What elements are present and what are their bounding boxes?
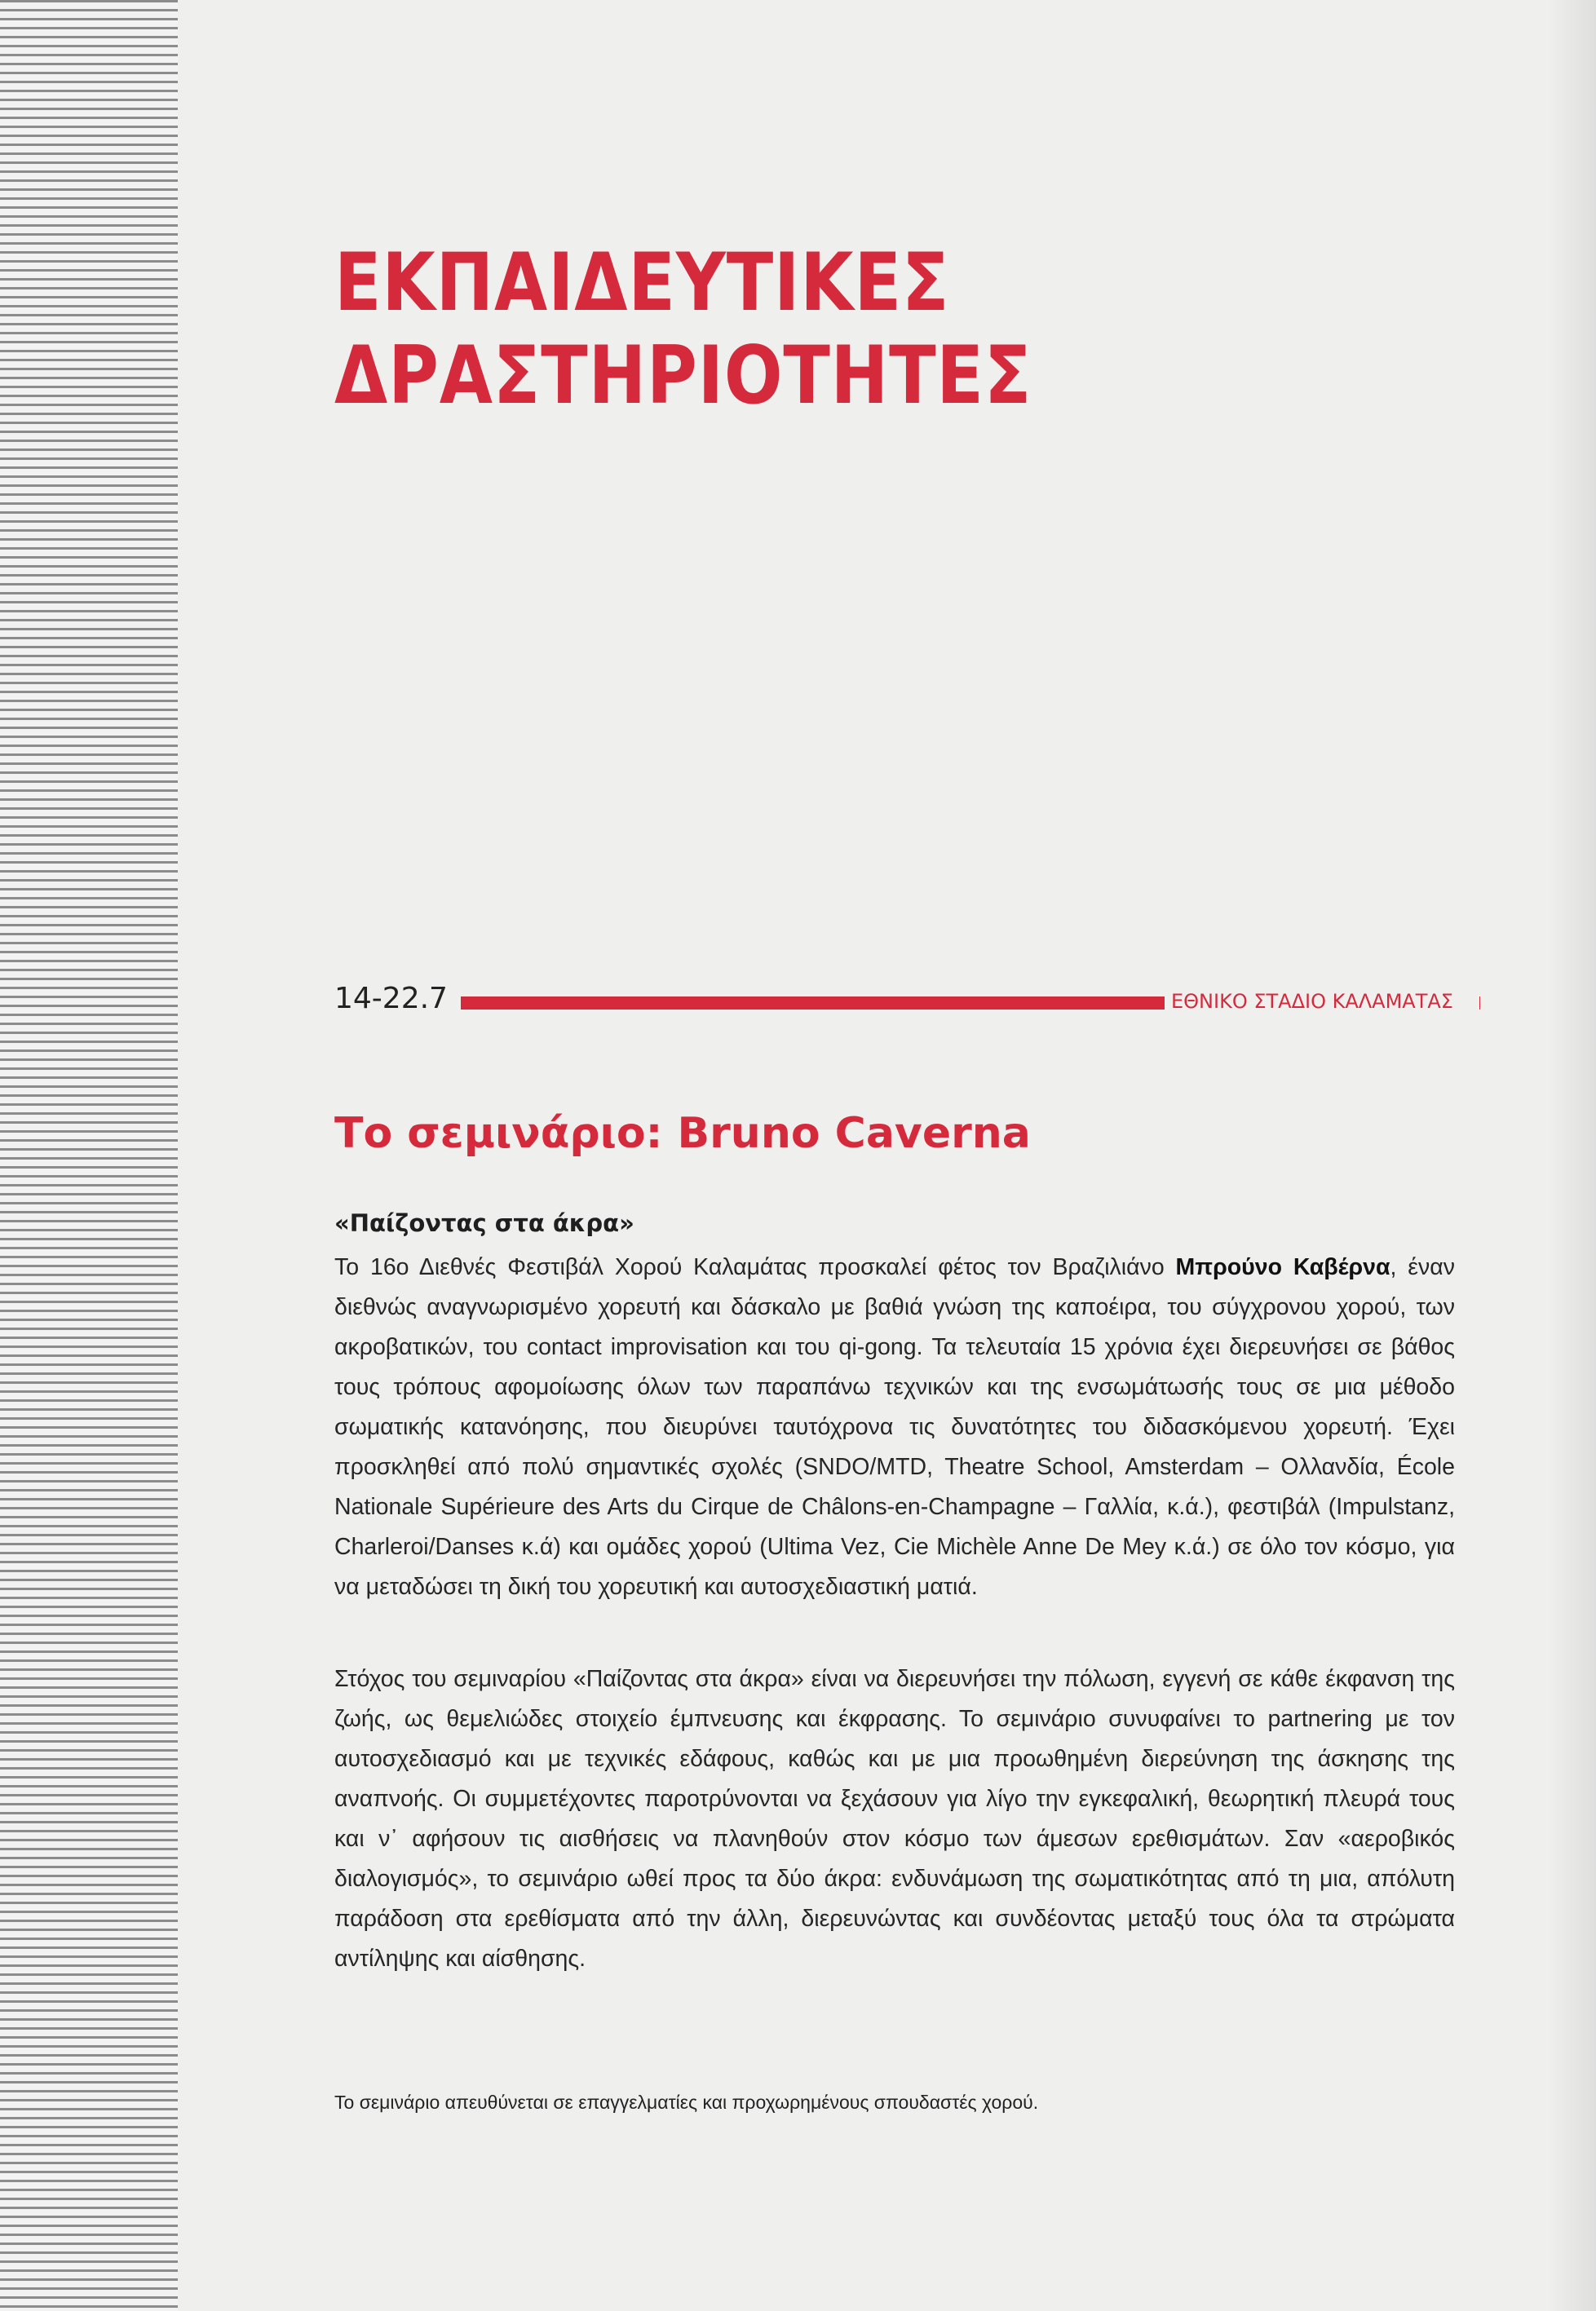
section-title: Το σεμινάριο: Bruno Caverna	[334, 1109, 1031, 1158]
page-edge-shadow	[1547, 0, 1596, 2311]
page-title	[334, 236, 1032, 422]
paragraph-1-intro: Το 16ο Διεθνές Φεστιβάλ Χορού Καλαμάτας προσκαλεί φέτος τον Βραζιλιάνο	[334, 1254, 1176, 1280]
page-title-line-2: ΔΡΑΣΤΗΡΙΟΤΗΤΕΣ	[334, 329, 1032, 422]
event-venue: ΕΘΝΙΚΟ ΣΤΑΔΙΟ ΚΑΛΑΜΑΤΑΣ	[1165, 990, 1479, 1013]
event-info-bar	[334, 979, 1464, 1027]
body-paragraph-1	[334, 1248, 1455, 1607]
event-date: 14-22.7	[334, 982, 448, 1015]
footnote: Το σεμινάριο απευθύνεται σε επαγγελματίες και προχωρημένους σπουδαστές χορού.	[334, 2092, 1039, 2113]
page-title-line-1: ΕΚΠΑΙΔΕΥΤΙΚΕΣ	[334, 236, 950, 329]
artist-name: Μπρούνο Καβέρνα	[1175, 1254, 1390, 1280]
body-paragraph-2: Στόχος του σεμιναρίου «Παίζοντας στα άκρα» είναι να διερευνήσει την πόλωση, εγγενή σε κάθε έκφανση της ζωής, ως θεμελιώδες στοιχείο έμπνευσης και έκφρασης. Το σεμινάριο συνυφαίνει το partnering με τον αυτοσχεδιασμό και με τεχνικές εδάφους, καθώς και με μια προωθημένη διερεύνηση της άσκησης της αναπνοής. Οι συμμετέχοντες παροτρύνονται να ξεχάσουν για λίγο την εγκεφαλική, θεωρητική πλευρά τους και ν᾽ αφήσουν τις αισθήσεις να πλανηθούν στον κόσμο των άμεσων ερεθισμάτων. Σαν «αεροβικός διαλογισμός», το σεμινάριο ωθεί προς τα δύο άκρα: ενδυνάμωση της σωματικότητας από τη μια, απόλυτη παράδοση στα ερεθίσματα από την άλλη, διερευνώντας και συνδέοντας μεταξύ τους όλα τα στρώματα αντίληψης και αίσθησης.	[334, 1666, 1455, 1972]
paragraph-1-rest: , έναν διεθνώς αναγνωρισμένο χορευτή και δάσκαλο με βαθιά γνώση της καποέιρα, του σύγχρονου χορού, των ακροβατικών, του contact improvisation και του qi-gong. Τα τελευταία 15 χρόνια έχει διερευνήσει σε βάθος τους τρόπους αφομοίωσης όλων των παραπάνω τεχνικών και της ενσωμάτωσής τους σε μια μέθοδο σωματικής κατανόησης, που διευρύνει ταυτόχρονα τις δυνατότητες του διδασκόμενου χορευτή. Έχει προσκληθεί από πολύ σημαντικές σχολές (SNDO/MTD, Theatre School, Amsterdam – Ολλανδία, École Nationale Supérieure des Arts du Cirque de Châlons-en-Champagne – Γαλλία, κ.ά.), φεστιβάλ (Impulstanz, Charleroi/Danses κ.ά) και ομάδες χορού (Ultima Vez, Cie Michèle Anne De Mey κ.ά.) σε όλο τον κόσμο, για να μεταδώσει τη δική του χορευτική και αυτοσχεδιαστική ματιά.	[334, 1254, 1455, 1600]
striped-margin	[0, 0, 178, 2311]
section-subheading: «Παίζοντας στα άκρα»	[334, 1209, 634, 1237]
